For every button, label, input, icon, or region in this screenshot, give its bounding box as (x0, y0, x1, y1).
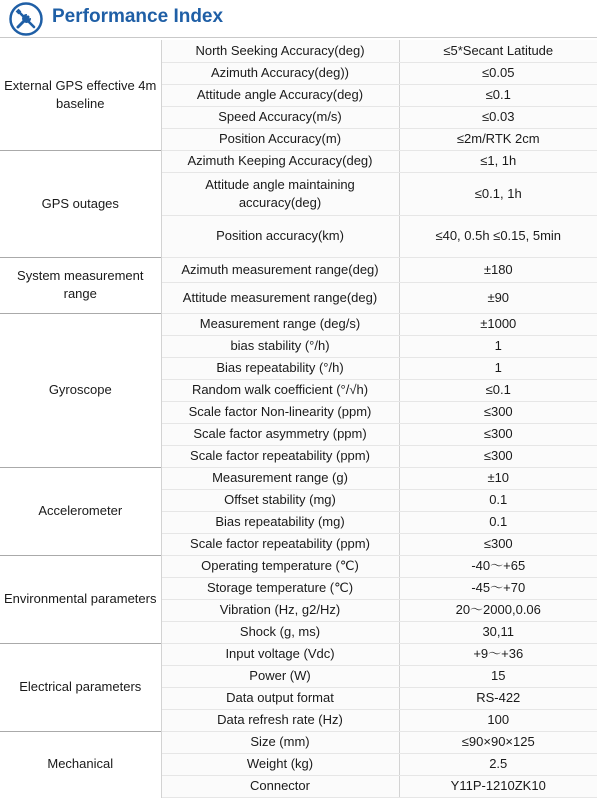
param-cell: Measurement range (g) (161, 467, 399, 489)
param-cell: Scale factor repeatability (ppm) (161, 533, 399, 555)
value-cell: 20～2000,0.06 (399, 599, 597, 621)
param-cell: Input voltage (Vdc) (161, 643, 399, 665)
param-cell: Offset stability (mg) (161, 489, 399, 511)
wrench-screwdriver-icon (9, 2, 43, 36)
value-cell: ≤2m/RTK 2cm (399, 128, 597, 150)
table-row (0, 313, 597, 335)
table-row (0, 731, 597, 753)
table-row (0, 467, 597, 489)
value-cell: RS-422 (399, 687, 597, 709)
param-cell: Scale factor Non-linearity (ppm) (161, 401, 399, 423)
performance-table (0, 40, 597, 798)
value-cell: ≤1, 1h (399, 150, 597, 172)
param-cell: Attitude measurement range(deg) (161, 282, 399, 313)
value-cell: Y11P-1210ZK10 (399, 775, 597, 797)
page-title: Performance Index (52, 6, 224, 27)
table-row (0, 555, 597, 577)
param-cell: Azimuth measurement range(deg) (161, 257, 399, 282)
param-cell: Scale factor asymmetry (ppm) (161, 423, 399, 445)
group-label: Mechanical (0, 731, 161, 797)
param-cell: North Seeking Accuracy(deg) (161, 40, 399, 62)
value-cell: 0.1 (399, 489, 597, 511)
param-cell: Bias repeatability (°/h) (161, 357, 399, 379)
param-cell: Power (W) (161, 665, 399, 687)
value-cell: 1 (399, 357, 597, 379)
group-label: Environmental parameters (0, 555, 161, 643)
group-label: External GPS effective 4m baseline (0, 40, 161, 150)
value-cell: ≤40, 0.5h ≤0.15, 5min (399, 215, 597, 257)
param-cell: Storage temperature (℃) (161, 577, 399, 599)
param-cell: Connector (161, 775, 399, 797)
param-cell: Position Accuracy(m) (161, 128, 399, 150)
value-cell: ≤5*Secant Latitude (399, 40, 597, 62)
param-cell: Position accuracy(km) (161, 215, 399, 257)
value-cell: 1 (399, 335, 597, 357)
value-cell: ±180 (399, 257, 597, 282)
param-cell: Bias repeatability (mg) (161, 511, 399, 533)
param-cell: Attitude angle maintaining accuracy(deg) (161, 172, 399, 215)
value-cell: ≤0.1 (399, 379, 597, 401)
param-cell: Speed Accuracy(m/s) (161, 106, 399, 128)
section-header (0, 0, 597, 38)
value-cell: ≤90×90×125 (399, 731, 597, 753)
table-row (0, 257, 597, 282)
param-cell: Vibration (Hz, g2/Hz) (161, 599, 399, 621)
value-cell: 30,11 (399, 621, 597, 643)
group-label: Electrical parameters (0, 643, 161, 731)
value-cell: ≤300 (399, 533, 597, 555)
group-label: Gyroscope (0, 313, 161, 467)
value-cell: ≤0.1, 1h (399, 172, 597, 215)
value-cell: 15 (399, 665, 597, 687)
header-divider (0, 37, 597, 38)
value-cell: ≤0.05 (399, 62, 597, 84)
value-cell: 2.5 (399, 753, 597, 775)
param-cell: Weight (kg) (161, 753, 399, 775)
param-cell: Data output format (161, 687, 399, 709)
value-cell: ≤300 (399, 445, 597, 467)
param-cell: Operating temperature (℃) (161, 555, 399, 577)
table-row (0, 643, 597, 665)
table-row (0, 40, 597, 62)
table-row (0, 150, 597, 172)
value-cell: 0.1 (399, 511, 597, 533)
param-cell: Size (mm) (161, 731, 399, 753)
value-cell: ≤300 (399, 423, 597, 445)
value-cell: +9～+36 (399, 643, 597, 665)
param-cell: Scale factor repeatability (ppm) (161, 445, 399, 467)
value-cell: ≤0.03 (399, 106, 597, 128)
value-cell: 100 (399, 709, 597, 731)
param-cell: Data refresh rate (Hz) (161, 709, 399, 731)
param-cell: Azimuth Accuracy(deg)) (161, 62, 399, 84)
param-cell: Attitude angle Accuracy(deg) (161, 84, 399, 106)
param-cell: bias stability (°/h) (161, 335, 399, 357)
value-cell: -45～+70 (399, 577, 597, 599)
value-cell: -40～+65 (399, 555, 597, 577)
group-label: System measurement range (0, 257, 161, 313)
value-cell: ±90 (399, 282, 597, 313)
param-cell: Shock (g, ms) (161, 621, 399, 643)
param-cell: Random walk coefficient (°/√h) (161, 379, 399, 401)
group-label: Accelerometer (0, 467, 161, 555)
value-cell: ±1000 (399, 313, 597, 335)
group-label: GPS outages (0, 150, 161, 257)
value-cell: ±10 (399, 467, 597, 489)
param-cell: Azimuth Keeping Accuracy(deg) (161, 150, 399, 172)
value-cell: ≤300 (399, 401, 597, 423)
param-cell: Measurement range (deg/s) (161, 313, 399, 335)
value-cell: ≤0.1 (399, 84, 597, 106)
